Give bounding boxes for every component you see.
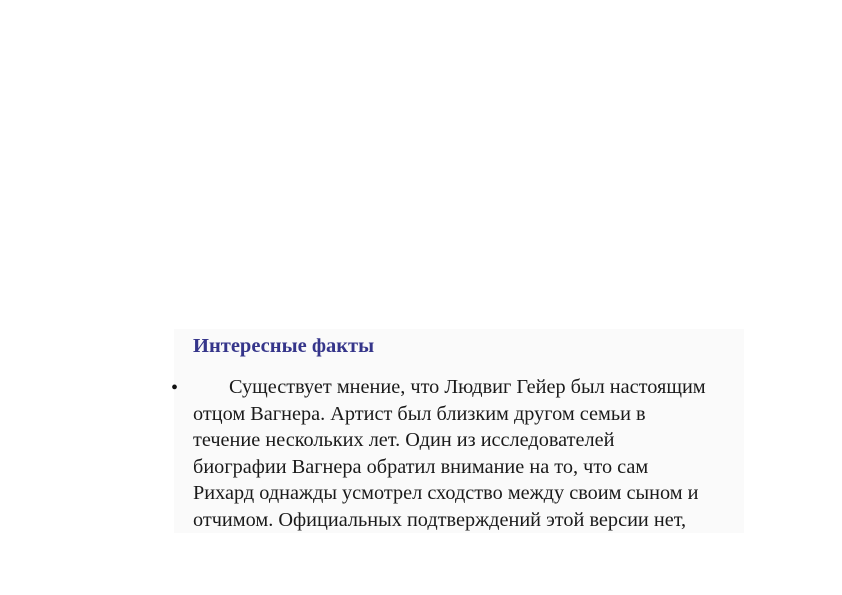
paragraph-line: отцом Вагнера. Артист был близким другом семьи в xyxy=(193,402,646,425)
paragraph-line: отчимом. Официальных подтверждений этой версии нет, xyxy=(193,508,687,531)
paragraph-line: биографии Вагнера обратил внимание на то, что сам xyxy=(193,455,649,478)
paragraph-line: течение нескольких лет. Один из исследователей xyxy=(193,429,615,452)
bullet-marker: • xyxy=(171,377,179,399)
paragraph-line: Рихард однажды усмотрел сходство между своим сыном и xyxy=(193,482,699,505)
paragraph-line: Существует мнение, что Людвиг Гейер был настоящим xyxy=(229,376,706,398)
text-panel xyxy=(171,329,744,533)
bullet-paragraph xyxy=(193,374,753,534)
section-heading: Интересные факты xyxy=(193,335,375,357)
